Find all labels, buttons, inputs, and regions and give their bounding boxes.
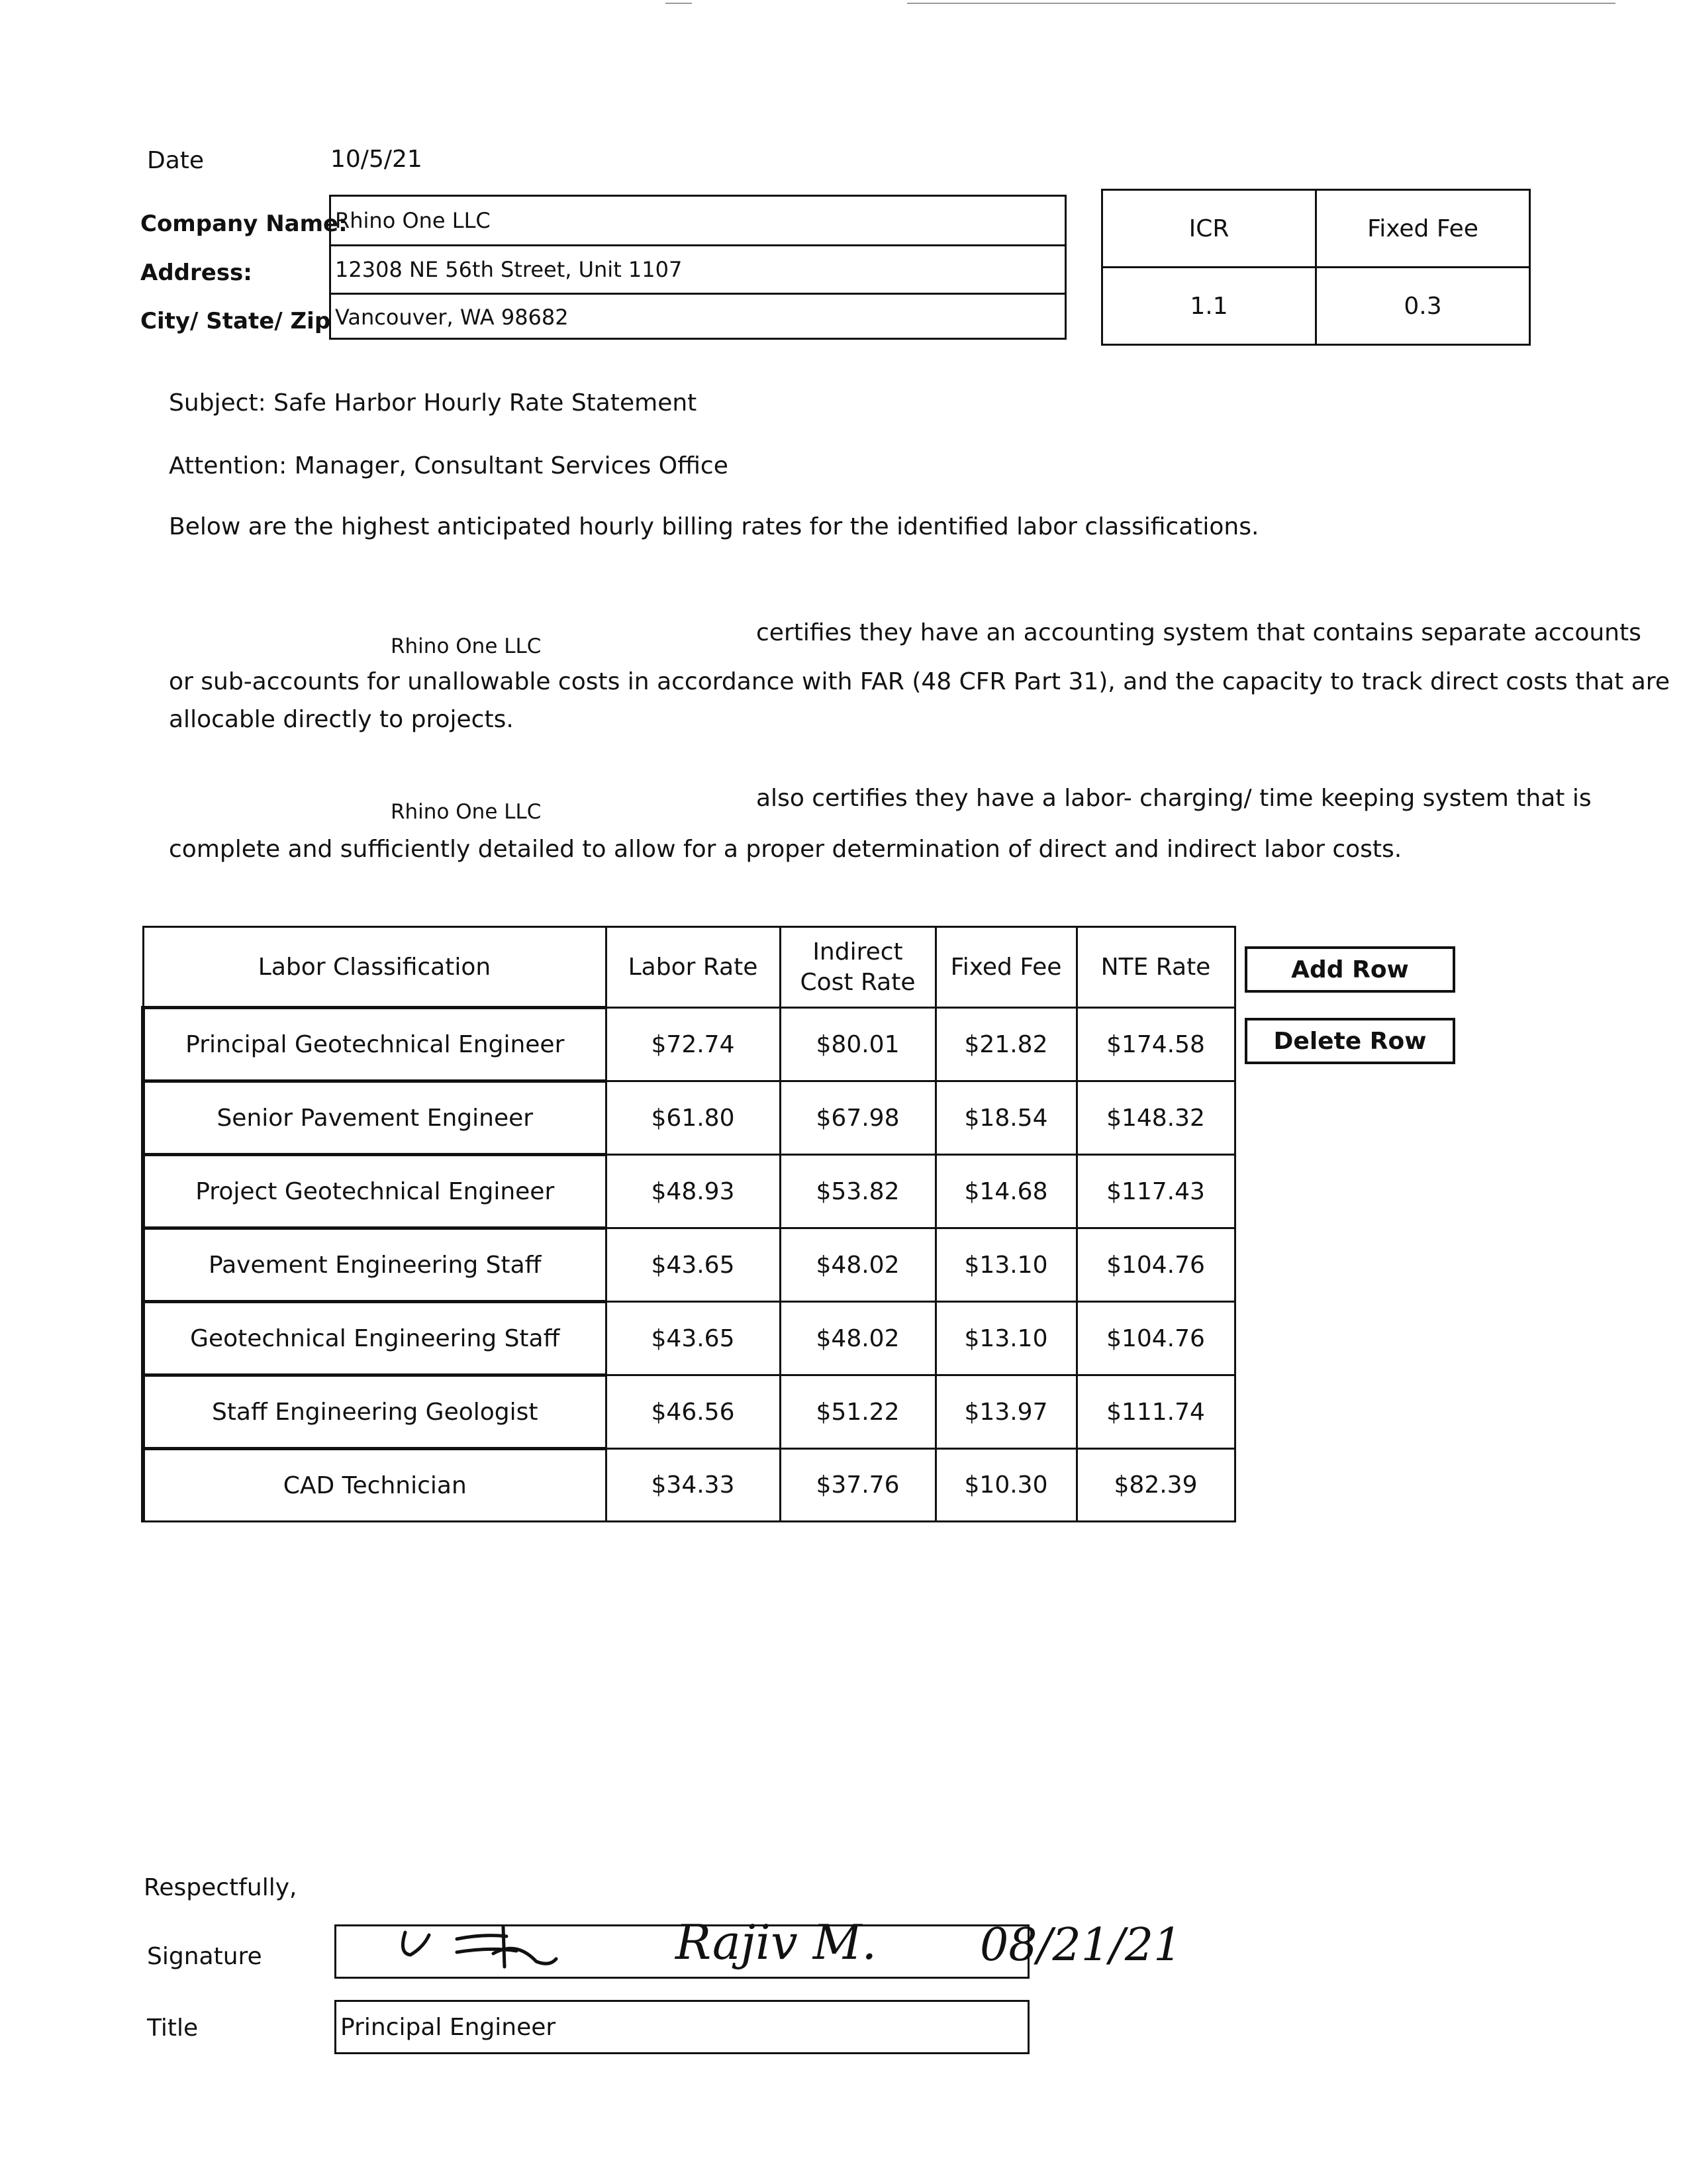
address-field[interactable]: 12308 NE 56th Street, Unit 1107: [331, 246, 1065, 295]
city-state-zip-label: City/ State/ Zip: [140, 308, 331, 334]
cert1-line2: or sub-accounts for unallowable costs in accordance with FAR (48 CFR Part 31), and the capacity to track direct costs that are: [169, 668, 1670, 695]
cell-labor-rate[interactable]: $72.74: [606, 1008, 780, 1081]
header-labor-rate: Labor Rate: [606, 927, 780, 1008]
cell-fixed-fee[interactable]: $14.68: [936, 1155, 1077, 1228]
icr-value[interactable]: 1.1: [1102, 268, 1316, 345]
labor-rates-table: [141, 926, 1236, 1522]
address-label: Address:: [140, 260, 252, 286]
signature-date: 08/21/21: [980, 1919, 1182, 1971]
cell-nte-rate[interactable]: $174.58: [1077, 1008, 1235, 1081]
attention-line: Attention: Manager, Consultant Services Office: [169, 452, 728, 479]
table-row: [143, 1449, 1235, 1522]
cert1-company[interactable]: Rhino One LLC: [391, 634, 542, 658]
table-row: [143, 1375, 1235, 1449]
cell-labor-classification[interactable]: Senior Pavement Engineer: [143, 1081, 606, 1155]
scan-artifact-line: [665, 3, 692, 4]
cell-fixed-fee[interactable]: $13.97: [936, 1375, 1077, 1449]
cell-nte-rate[interactable]: $104.76: [1077, 1302, 1235, 1375]
cell-fixed-fee[interactable]: $10.30: [936, 1449, 1077, 1522]
add-row-button[interactable]: Add Row: [1245, 946, 1455, 993]
cell-indirect-cost-rate[interactable]: $48.02: [780, 1228, 936, 1302]
cell-indirect-cost-rate[interactable]: $37.76: [780, 1449, 936, 1522]
scan-artifact-line: [907, 3, 1615, 4]
cert2-line2: complete and sufficiently detailed to allow for a proper determination of direct and indirect labor costs.: [169, 836, 1402, 863]
delete-row-button[interactable]: Delete Row: [1245, 1018, 1455, 1064]
header-indirect-line2: Cost Rate: [800, 968, 916, 996]
address-fields-box: [329, 195, 1067, 340]
signature-label: Signature: [147, 1943, 262, 1970]
fixed-fee-header: Fixed Fee: [1316, 190, 1530, 268]
cell-indirect-cost-rate[interactable]: $51.22: [780, 1375, 936, 1449]
cert2-company[interactable]: Rhino One LLC: [391, 800, 542, 824]
cell-nte-rate[interactable]: $111.74: [1077, 1375, 1235, 1449]
cert1-line3: allocable directly to projects.: [169, 706, 514, 733]
cell-fixed-fee[interactable]: $18.54: [936, 1081, 1077, 1155]
cell-labor-classification[interactable]: Staff Engineering Geologist: [143, 1375, 606, 1449]
date-label: Date: [147, 147, 205, 174]
cert1-line1: certifies they have an accounting system that contains separate accounts: [756, 619, 1641, 646]
cell-nte-rate[interactable]: $117.43: [1077, 1155, 1235, 1228]
company-name-field[interactable]: Rhino One LLC: [331, 197, 1065, 246]
cell-labor-classification[interactable]: CAD Technician: [143, 1449, 606, 1522]
cert2-line1: also certifies they have a labor- charging/ time keeping system that is: [756, 785, 1592, 812]
intro-paragraph: Below are the highest anticipated hourly billing rates for the identified labor classifications.: [169, 513, 1259, 540]
cell-indirect-cost-rate[interactable]: $80.01: [780, 1008, 936, 1081]
company-name-label: Company Name:: [140, 211, 348, 237]
cell-fixed-fee[interactable]: $21.82: [936, 1008, 1077, 1081]
table-row: [143, 1155, 1235, 1228]
header-fixed-fee: Fixed Fee: [936, 927, 1077, 1008]
cell-labor-rate[interactable]: $43.65: [606, 1228, 780, 1302]
cell-labor-rate[interactable]: $43.65: [606, 1302, 780, 1375]
cell-labor-rate[interactable]: $34.33: [606, 1449, 780, 1522]
cell-fixed-fee[interactable]: $13.10: [936, 1302, 1077, 1375]
date-value[interactable]: 10/5/21: [330, 146, 422, 173]
title-field[interactable]: Principal Engineer: [334, 2000, 1030, 2054]
cell-nte-rate[interactable]: $82.39: [1077, 1449, 1235, 1522]
subject-line: Subject: Safe Harbor Hourly Rate Statement: [169, 389, 697, 417]
cell-labor-classification[interactable]: Pavement Engineering Staff: [143, 1228, 606, 1302]
cell-indirect-cost-rate[interactable]: $67.98: [780, 1081, 936, 1155]
city-state-zip-field[interactable]: Vancouver, WA 98682: [335, 305, 569, 330]
table-row: [143, 1228, 1235, 1302]
header-indirect-cost-rate: [780, 927, 936, 1008]
cell-nte-rate[interactable]: $148.32: [1077, 1081, 1235, 1155]
cell-labor-classification[interactable]: Project Geotechnical Engineer: [143, 1155, 606, 1228]
icr-header: ICR: [1102, 190, 1316, 268]
title-label: Title: [147, 2014, 199, 2042]
cell-indirect-cost-rate[interactable]: $48.02: [780, 1302, 936, 1375]
cell-nte-rate[interactable]: $104.76: [1077, 1228, 1235, 1302]
table-row: [143, 1008, 1235, 1081]
cell-labor-rate[interactable]: $48.93: [606, 1155, 780, 1228]
cell-fixed-fee[interactable]: $13.10: [936, 1228, 1077, 1302]
header-labor-classification: Labor Classification: [143, 927, 606, 1008]
fixed-fee-value[interactable]: 0.3: [1316, 268, 1530, 345]
table-header-row: [143, 927, 1235, 1008]
cell-labor-rate[interactable]: $46.56: [606, 1375, 780, 1449]
cell-labor-rate[interactable]: $61.80: [606, 1081, 780, 1155]
table-row: [143, 1302, 1235, 1375]
table-row: [143, 1081, 1235, 1155]
cell-labor-classification[interactable]: Geotechnical Engineering Staff: [143, 1302, 606, 1375]
signature-name: Rajiv M.: [675, 1914, 877, 1970]
icr-fixed-fee-table: [1101, 189, 1531, 346]
cell-indirect-cost-rate[interactable]: $53.82: [780, 1155, 936, 1228]
cell-labor-classification[interactable]: Principal Geotechnical Engineer: [143, 1008, 606, 1081]
respectfully-label: Respectfully,: [144, 1874, 297, 1901]
signature-handwriting: [384, 1907, 1198, 2000]
header-indirect-line1: Indirect: [812, 938, 903, 966]
header-nte-rate: NTE Rate: [1077, 927, 1235, 1008]
